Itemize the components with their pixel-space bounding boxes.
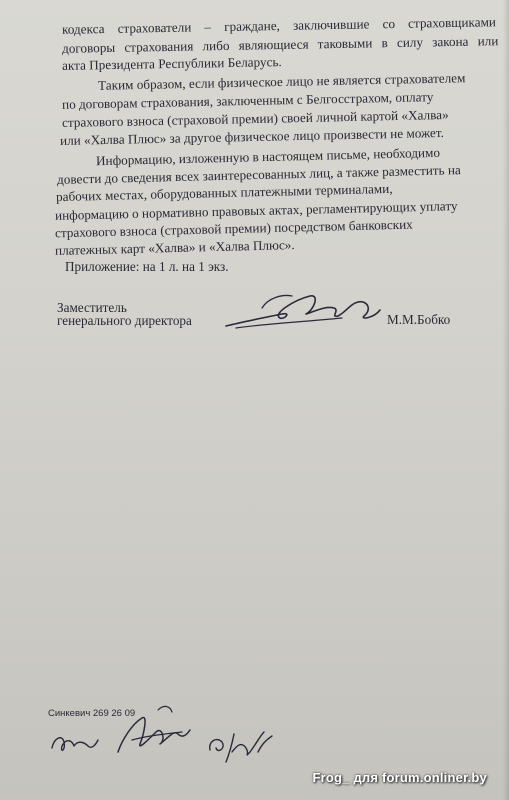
appendix-note: Приложение: на 1 л. на 1 экз. [65, 259, 229, 274]
director-signature [222, 288, 384, 336]
executor-contact: Синкевич 269 26 09 [48, 708, 136, 719]
body-line: Таким образом, если физическое лицо не является страхователем [97, 70, 466, 93]
body-line: рабочих местах, оборудованных платежными терминалами, [55, 180, 393, 205]
signer-title: генерального директора [57, 313, 192, 328]
body-line: кодекса страхователи – граждане, заключившие со страховщиками [61, 14, 497, 37]
signer-name: М.М.Бобко [387, 312, 451, 327]
body-line: платежных карт «Халва» и «Халва Плюс». [54, 237, 295, 258]
body-line: договоры страхования либо являющиеся таковыми в силу закона или [61, 33, 499, 56]
forum-watermark: Frog_ для forum.onliner.by [312, 770, 487, 785]
body-line: информацию о нормативно правовых актах, регламентирующих уплату [54, 198, 458, 223]
body-line: акта Президента Республики Беларусь. [61, 54, 282, 73]
body-line: по договорам страхования, заключенным с Белгосстрахом, оплату [61, 89, 434, 112]
handwritten-visa-1 [48, 724, 100, 760]
page-edge-shadow [503, 0, 509, 800]
body-line: или «Халва Плюс» за другое физическое лицо произвести не может. [59, 124, 445, 149]
body-line: страхового взноса (страховой премии) своей личной картой «Халва» [61, 106, 449, 131]
body-line: страхового взноса (страховой премии) посредством банковских [54, 216, 413, 241]
handwritten-visa-3 [204, 722, 276, 772]
body-line: довести до сведения всех заинтересованных лиц, а также разместить на [56, 162, 461, 187]
body-line: Информацию, изложенную в настоящем письме, необходимо [95, 144, 441, 169]
signer-title: Заместитель [57, 300, 127, 315]
handwritten-visa-2 [112, 700, 192, 760]
